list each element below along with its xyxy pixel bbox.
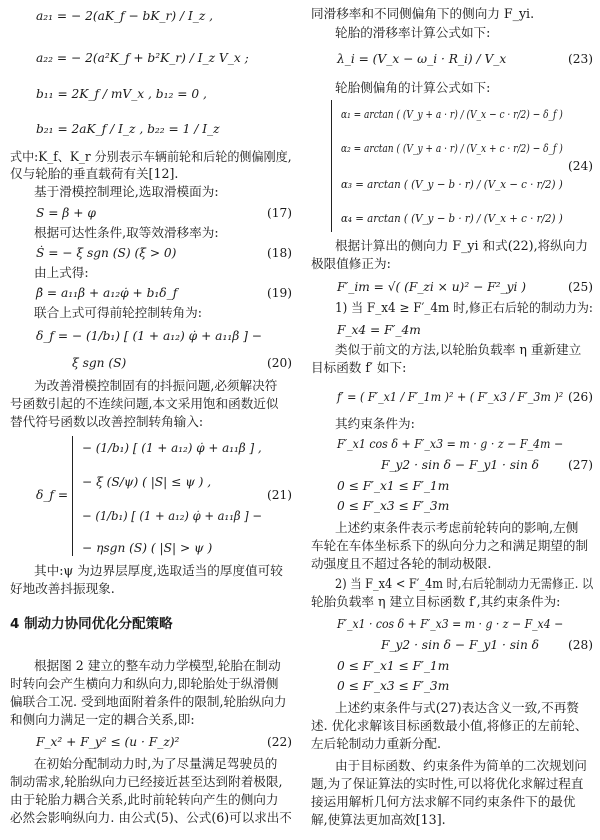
equation-number: (23) — [567, 52, 593, 66]
equation-28-line1: F′_x1 · cos δ + F′_x3 = m · g · z − F_x4 − — [337, 617, 564, 631]
paragraph-line: 偏联合工况. 受到地面附着条件的限制,轮胎纵向力 — [10, 694, 287, 709]
paragraph-line: 其约束条件为: — [335, 416, 415, 431]
equation-24-alpha3: α₃ = arctan ( (V_y − b · r) / (V_x − c · r/2) ) — [341, 177, 563, 191]
paragraph-line: 根据图 2 建立的整车动力学模型,轮胎在制动 — [34, 658, 281, 673]
brace-symbol — [331, 100, 340, 232]
paragraph-line: 根据可达性条件,取等效滑移率为: — [34, 225, 219, 240]
equation-17: S = β + φ — [36, 206, 96, 220]
left-column — [10, 0, 292, 840]
paragraph-line: 2) 当 F_x4 < F′_4m 时,右后轮制动力无需修正. 以 — [335, 576, 594, 591]
section-heading: 4 制动力协同优化分配策略 — [10, 616, 173, 632]
paragraph-line: 替代符号函数以改善控制转角输入: — [10, 414, 204, 429]
paragraph-line: 述. 优化求解该目标函数最小值,将修正的左前轮、 — [311, 718, 588, 733]
paragraph-line: 解,使算法更加高效[13]. — [311, 812, 446, 827]
right-column — [311, 0, 593, 840]
equation-27-line2: F_y2 · sin δ − F_y1 · sin δ — [381, 458, 540, 472]
paragraph-line: 左后轮制动力重新分配. — [311, 736, 441, 751]
paragraph-line: 由上式得: — [34, 265, 89, 280]
paragraph-line: 轮胎侧偏角的计算公式如下: — [335, 80, 491, 95]
paragraph-line: 接运用解析几何方法求解不同约束条件下的最优 — [311, 794, 576, 809]
equation-number: (25) — [567, 280, 593, 294]
equation-27-line1: F′_x1 cos δ + F′_x3 = m · g · z − F_4m − — [337, 437, 564, 451]
paragraph-line: 车轮在车体坐标系下的纵向分力之和满足期望的制 — [311, 538, 589, 553]
equation-number: (18) — [266, 246, 292, 260]
equation-number: (28) — [567, 638, 593, 652]
equation-21-case3: − (1/b₁) [ (1 + a₁₂) φ̇ + a₁₁β ] − — [82, 509, 263, 523]
equation-number: (26) — [567, 390, 593, 404]
paragraph-line: 时转向会产生横向力和纵向力,即轮胎处于纵滑侧 — [10, 676, 279, 691]
paragraph-line: 必然会影响纵向力. 由公式(5)、公式(6)可以求出不 — [10, 810, 292, 825]
equation-20-line1: δ_f = − (1/b₁) [ (1 + a₁₂) φ̇ + a₁₁β ] − — [36, 329, 262, 343]
paragraph-line: 根据计算出的侧向力 F_yi 和式(22),将纵向力 — [335, 238, 588, 253]
paragraph-line: 题,为了保证算法的实时性,可以将优化求解过程直 — [311, 776, 584, 791]
equation-23: λ_i = (V_x − ω_i · R_i) / V_x — [337, 52, 507, 66]
equation-27-line3: 0 ≤ F′_x1 ≤ F′_1m — [337, 479, 450, 493]
equation-number: (17) — [266, 206, 292, 220]
equation-24-alpha1: α₁ = arctan ( (V_y + a · r) / (V_x − c · r/2) − δ_f ) — [341, 107, 563, 121]
paragraph-line: 号函数引起的不连续问题,本文采用饱和函数近似 — [10, 396, 279, 411]
paragraph-line: 上述约束条件与式(27)表达含义一致,不再赘 — [335, 700, 579, 715]
paragraph-line: 式中:K_f、K_r 分别表示车辆前轮和后轮的侧偏刚度, — [10, 149, 292, 164]
paragraph-line: 其中:ψ 为边界层厚度,选取适当的厚度值可较 — [34, 563, 283, 578]
paragraph-line: 和侧向力满足一定的耦合关系,即: — [10, 712, 195, 727]
paragraph-line: 由于目标函数、约束条件为简单的二次规划问 — [335, 758, 587, 773]
equation-21-lhs: δ_f = — [36, 488, 69, 502]
equation-number: (22) — [266, 735, 292, 749]
equation-b11: b₁₁ = 2K_f / mV_x , b₁₂ = 0 , — [36, 87, 207, 101]
equation-21-case1: − (1/b₁) [ (1 + a₁₂) φ̇ + a₁₁β ] , — [82, 441, 262, 455]
paragraph-line: 极限值修正为: — [311, 256, 391, 271]
paragraph-line: 轮胎负载率 η 建立目标函数 f′,其约束条件为: — [311, 594, 561, 609]
equation-20-line2: ξ sgn (S) — [72, 356, 127, 370]
paragraph-line: 好地改善抖振现象. — [10, 581, 115, 596]
equation-22: F_x² + F_y² ≤ (u · F_z)² — [36, 735, 180, 749]
equation-28-line2: F_y2 · sin δ − F_y1 · sin δ — [381, 638, 540, 652]
equation-21-case4: − ηsgn (S) ( |S| > ψ ) — [82, 541, 213, 555]
equation-28-line3: 0 ≤ F′_x1 ≤ F′_1m — [337, 659, 450, 673]
equation-number: (19) — [266, 286, 292, 300]
paragraph-line: 目标函数 f′ 如下: — [311, 360, 407, 375]
equation-21-case2: − ξ (S/ψ) ( |S| ≤ ψ ) , — [82, 475, 212, 489]
equation-25: F′_im = √( (F_zi × u)² − F²_yi ) — [337, 280, 527, 294]
paragraph-line: 联合上式可得前轮控制转角为: — [34, 305, 202, 320]
paragraph-line: 上述约束条件表示考虑前轮转向的影响,左侧 — [335, 520, 579, 535]
paragraph-line: 基于滑模控制理论,选取滑模面为: — [34, 184, 219, 199]
paragraph-line: 仅与轮胎的垂直载荷有关[12]. — [10, 166, 179, 181]
equation-24-alpha4: α₄ = arctan ( (V_y − b · r) / (V_x + c · r/2) ) — [341, 211, 563, 225]
paragraph-line: 制动需求,轮胎纵向力已经接近甚至达到附着极限, — [10, 774, 283, 789]
equation-a22: a₂₂ = − 2(a²K_f + b²K_r) / I_z V_x ; — [36, 51, 249, 65]
equation-a21: a₂₁ = − 2(aK_f − bK_r) / I_z , — [36, 9, 214, 23]
paragraph-line: 1) 当 F_x4 ≥ F′_4m 时,修正右后轮的制动力为: — [335, 300, 593, 315]
equation-26: f′ = ( F′_x1 / F′_1m )² + ( F′_x3 / F′_3m )² — [337, 390, 564, 404]
paragraph-line: 同滑移率和不同侧偏角下的侧向力 F_yi. — [311, 6, 535, 21]
equation-number: (20) — [266, 356, 292, 370]
paragraph-line: 在初始分配制动力时,为了尽量满足驾驶员的 — [34, 756, 278, 771]
brace-symbol — [72, 436, 81, 556]
paragraph-line: 为改善滑模控制固有的抖振问题,必须解决符 — [34, 378, 278, 393]
equation-18: Ṡ = − ξ sgn (S) (ξ > 0) — [36, 246, 177, 260]
equation-24-alpha2: α₂ = arctan ( (V_y + a · r) / (V_x + c · r/2) − δ_f ) — [341, 141, 563, 155]
equation-28-line4: 0 ≤ F′_x3 ≤ F′_3m — [337, 679, 450, 693]
equation-number: (27) — [567, 458, 593, 472]
equation-fx4: F_x4 = F′_4m — [337, 323, 421, 337]
equation-19: β̇ = a₁₁β + a₁₂φ̇ + b₁δ_f — [36, 286, 178, 300]
equation-b21: b₂₁ = 2aK_f / I_z , b₂₂ = 1 / I_z — [36, 122, 220, 136]
equation-number: (21) — [266, 488, 292, 502]
equation-number: (24) — [567, 159, 593, 173]
paragraph-line: 由于轮胎力耦合关系,此时前轮转向产生的侧向力 — [10, 792, 279, 807]
paragraph-line: 类似于前文的方法,以轮胎负载率 η 重新建立 — [335, 342, 582, 357]
paragraph-line: 轮胎的滑移率计算公式如下: — [335, 25, 491, 40]
equation-27-line4: 0 ≤ F′_x3 ≤ F′_3m — [337, 499, 450, 513]
paragraph-line: 动强度且不超过各轮的制动极限. — [311, 556, 492, 571]
